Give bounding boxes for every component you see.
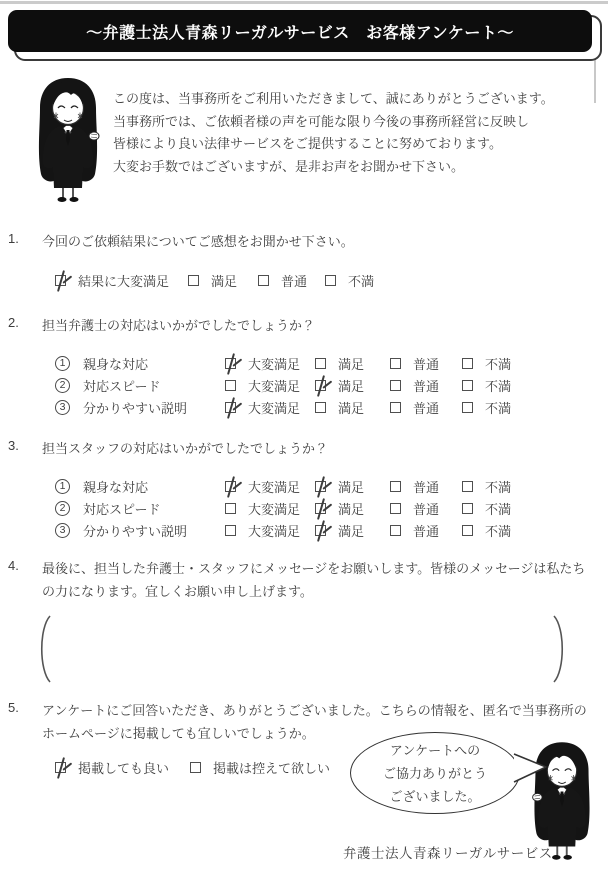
intro-line: この度は、当事務所をご利用いただきまして、誠にありがとうございます。 [113,91,554,106]
q3-row1-checkbox-satisfied[interactable] [315,481,326,492]
q2-row1-checkbox-very-satisfied[interactable] [225,358,236,369]
bubble-line: アンケートへの [389,742,481,758]
scale-label: 満足 [338,400,365,416]
circled-number: 2 [55,378,70,393]
scale-label: 大変満足 [248,479,301,495]
scale-label: 大変満足 [248,356,301,372]
circled-number: 2 [55,501,70,516]
scale-label: 大変満足 [248,501,301,517]
right-bracket [552,614,568,684]
scale-label: 満足 [338,479,365,495]
q3-text: 担当スタッフの対応はいかがでしたでしょうか？ [42,441,329,456]
q3-row-3-label-col [55,521,225,540]
q2-row-3-label: 分かりやすい説明 [83,400,188,416]
left-bracket [36,614,52,684]
intro-line: 皆様により良い法律サービスをご提供することに努めております。 [113,136,502,152]
q3-row-1 [55,477,511,495]
bubble-line: ございました。 [389,788,481,804]
q2-row1-checkbox-satisfied[interactable] [315,358,326,369]
page-title: ～弁護士法人青森リーガルサービス お客様アンケート～ [8,10,592,52]
scale-label: 大変満足 [248,523,301,539]
speech-bubble-tail [508,752,550,786]
q2-row3-checkbox-very-satisfied[interactable] [225,402,236,413]
firm-name-footer: 弁護士法人青森リーガルサービス [343,846,553,861]
q2-row-2-label-col [55,376,225,395]
circled-number: 1 [55,356,70,371]
q5-checkbox-publish-ok[interactable] [55,762,66,773]
intro-text [113,88,593,178]
circled-number: 3 [55,523,70,538]
q2-number: 2. [8,315,19,330]
q5-option-label: 掲載は控えて欲しい [213,761,331,776]
q3-row3-checkbox-satisfied[interactable] [315,525,326,536]
q3-row-2-label: 対応スピード [83,501,161,517]
q2-row1-checkbox-neutral[interactable] [390,358,401,369]
q1-number: 1. [8,231,19,246]
q1-option-label: 結果に大変満足 [78,274,170,289]
q2-row-2-label: 対応スピード [83,378,161,394]
q2-row1-checkbox-dissatisfied[interactable] [462,358,473,369]
bubble-line: ご協力ありがとう [382,765,487,781]
q3-row2-checkbox-neutral[interactable] [390,503,401,514]
q5-number: 5. [8,700,19,715]
q5-text: アンケートにご回答いただき、ありがとうございました。こちらの情報を、匿名で当事務所のホームページに掲載しても宜しいでしょうか。 [42,703,587,741]
q3-row3-checkbox-dissatisfied[interactable] [462,525,473,536]
q5-option-publish-ok [55,758,190,777]
scale-label: 不満 [485,400,512,416]
scale-label: 大変満足 [248,378,301,394]
q3-row-3 [55,521,511,539]
q3-row1-checkbox-dissatisfied[interactable] [462,481,473,492]
scale-label: 不満 [485,501,512,517]
q2-row-1-label-col [55,354,225,373]
q2-row3-checkbox-dissatisfied[interactable] [462,402,473,413]
scale-label: 普通 [413,523,440,539]
q2-row-1 [55,354,511,372]
q5-checkbox-publish-no[interactable] [190,762,201,773]
q1-options [55,271,374,290]
q1-option-label: 満足 [211,274,238,289]
q3-row-1-label: 親身な対応 [83,479,149,495]
q3-row3-checkbox-very-satisfied[interactable] [225,525,236,536]
q3-row-3-label: 分かりやすい説明 [83,523,188,539]
lawyer-woman-illustration-top [30,76,106,204]
q1-option-label: 普通 [281,274,308,289]
header [8,10,592,52]
q4-number: 4. [8,558,19,573]
scale-label: 普通 [413,356,440,372]
q2-row2-checkbox-dissatisfied[interactable] [462,380,473,391]
q2-row3-checkbox-satisfied[interactable] [315,402,326,413]
scale-label: 不満 [485,356,512,372]
circled-number: 3 [55,400,70,415]
q1-text: 今回のご依頼結果についてご感想をお聞かせ下さい。 [42,234,354,249]
speech-bubble [350,732,520,814]
scale-label: 普通 [413,400,440,416]
q5-option-label: 掲載しても良い [78,761,170,776]
q1-checkbox-neutral[interactable] [258,275,269,286]
q3-row1-checkbox-neutral[interactable] [390,481,401,492]
q4-message-area[interactable] [54,616,550,682]
scan-artifact-right [594,57,596,103]
scale-label: 不満 [485,479,512,495]
q3-row2-checkbox-dissatisfied[interactable] [462,503,473,514]
q3-row2-checkbox-very-satisfied[interactable] [225,503,236,514]
q2-row3-checkbox-neutral[interactable] [390,402,401,413]
q1-option-neutral [258,271,325,290]
q1-option-satisfied [188,271,258,290]
q4-text: 最後に、担当した弁護士・スタッフにメッセージをお願いします。皆様のメッセージは私たちの力になります。宜しくお願い申し上げます。 [42,561,586,599]
q2-row2-checkbox-neutral[interactable] [390,380,401,391]
q2-row2-checkbox-satisfied[interactable] [315,380,326,391]
q3-row-1-label-col [55,477,225,496]
q5-options [55,758,330,777]
q1-option-label: 不満 [348,274,375,289]
scale-label: 不満 [485,523,512,539]
scan-artifact-top [0,1,608,4]
q1-checkbox-dissatisfied[interactable] [325,275,336,286]
q3-row-2-label-col [55,499,225,518]
q3-row1-checkbox-very-satisfied[interactable] [225,481,236,492]
scale-label: 不満 [485,378,512,394]
q1-checkbox-satisfied[interactable] [188,275,199,286]
q3-number: 3. [8,438,19,453]
scale-label: 普通 [413,479,440,495]
scale-label: 満足 [338,523,365,539]
q2-text: 担当弁護士の対応はいかがでしたでしょうか？ [42,318,316,333]
q3-row-2 [55,499,511,517]
q2-row-1-label: 親身な対応 [83,356,149,372]
q3-row3-checkbox-neutral[interactable] [390,525,401,536]
q2-row-3 [55,398,511,416]
intro-line: 大変お手数ではございますが、是非お声をお聞かせ下さい。 [113,158,465,174]
q3-row2-checkbox-satisfied[interactable] [315,503,326,514]
q2-row-3-label-col [55,398,225,417]
circled-number: 1 [55,479,70,494]
q1-option-very-satisfied [55,271,188,290]
q1-option-dissatisfied [325,271,374,290]
scale-label: 満足 [338,501,365,517]
q2-row-2 [55,376,511,394]
scale-label: 満足 [338,378,365,394]
q2-row2-checkbox-very-satisfied[interactable] [225,380,236,391]
scale-label: 普通 [413,501,440,517]
scale-label: 普通 [413,378,440,394]
scale-label: 満足 [338,356,365,372]
q1-checkbox-very-satisfied[interactable] [55,275,66,286]
intro-line: 当事務所では、ご依頼者様の声を可能な限り今後の事務所経営に反映し [113,113,530,129]
q5-option-publish-no [190,758,330,777]
scale-label: 大変満足 [248,400,301,416]
